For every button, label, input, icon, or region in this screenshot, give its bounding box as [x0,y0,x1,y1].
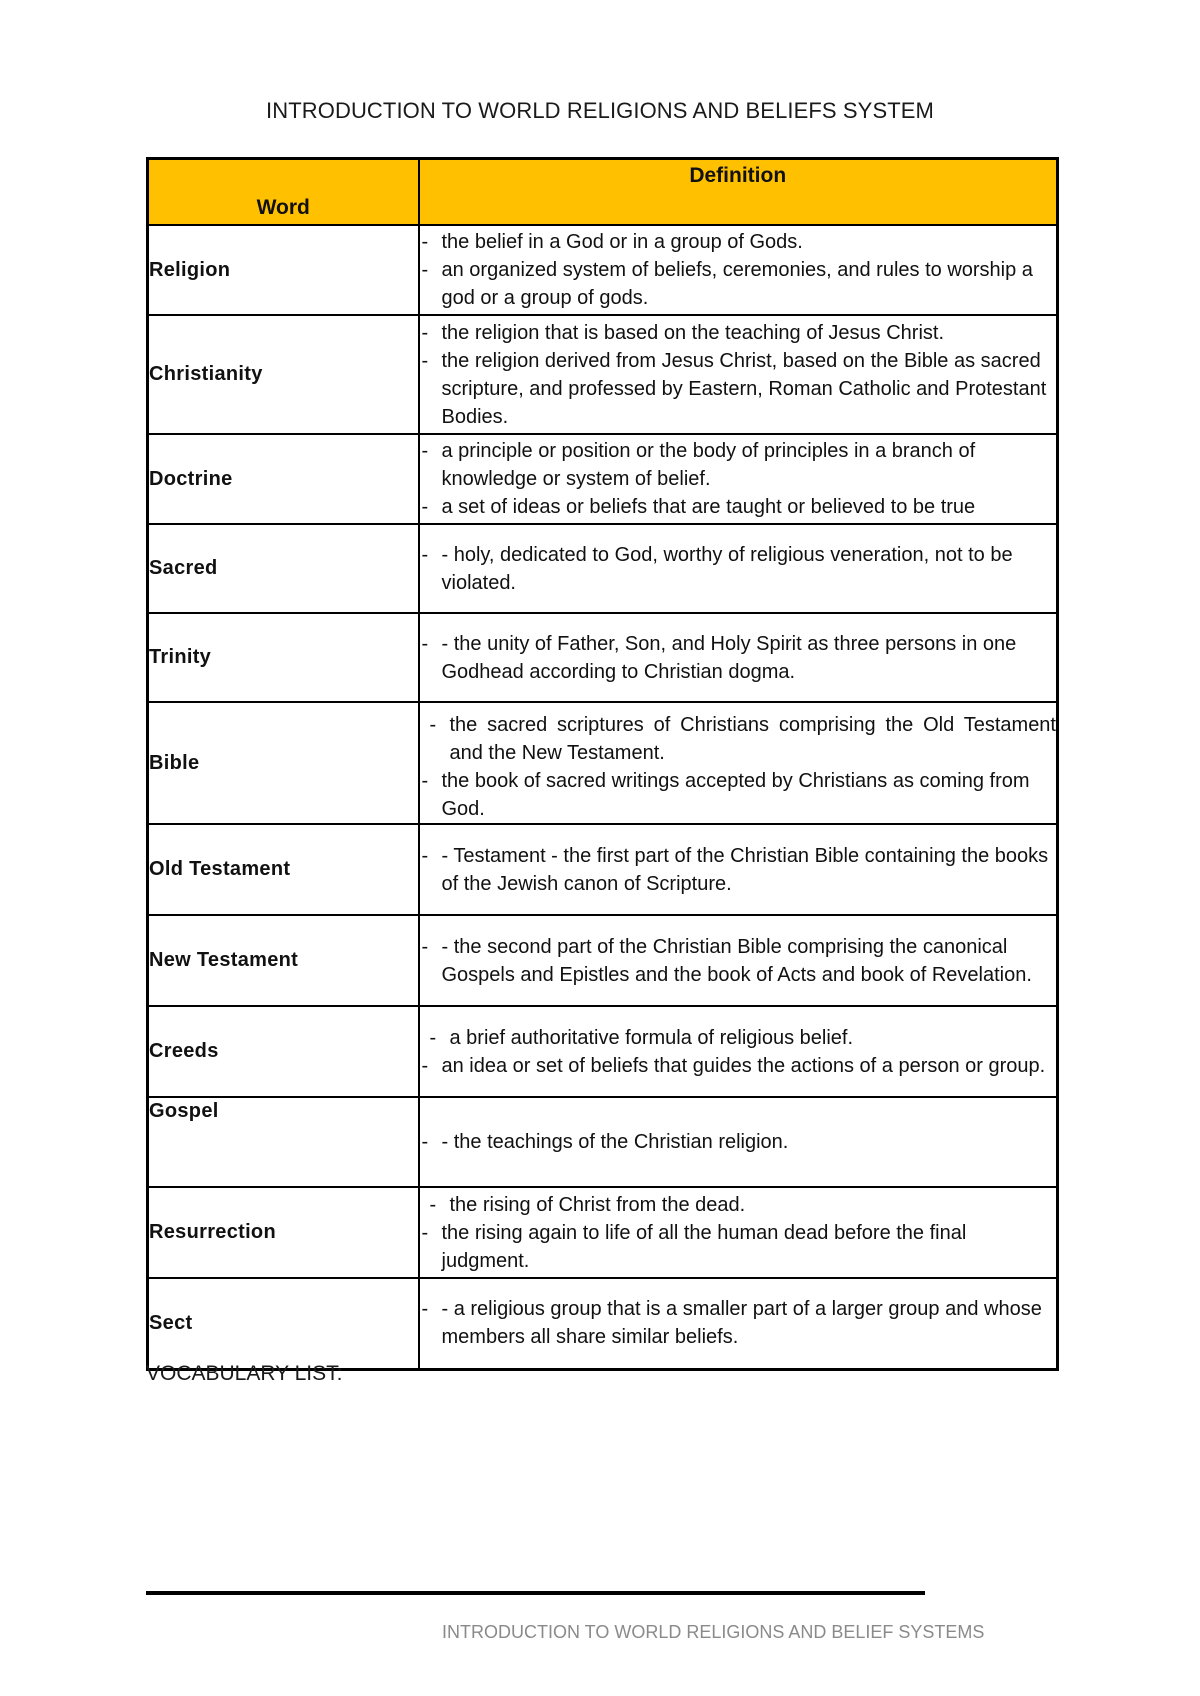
vocabulary-table [146,157,1059,1371]
definition-item: - a principle or position or the body of principles in a branch of knowledge or system of belief. [420,437,1057,493]
definition-item: - the rising again to life of all the human dead before the final judgment. [420,1219,1057,1275]
table-row [148,1187,1058,1278]
definition-item: - the rising of Christ from the dead. [420,1191,1057,1219]
table-row [148,315,1058,434]
table-row [148,613,1058,702]
word-cell: Sacred [148,524,419,613]
definition-item: - - the unity of Father, Son, and Holy Spirit as three persons in one Godhead according to Christian dogma. [420,630,1057,686]
definition-item: - an organized system of beliefs, ceremonies, and rules to worship a god or a group of gods. [420,256,1057,312]
definition-cell [419,613,1058,702]
definition-item: - the belief in a God or in a group of Gods. [420,228,1057,256]
definition-cell [419,1097,1058,1187]
header-word: Word [148,159,419,226]
definition-cell [419,1187,1058,1278]
definition-item: - an idea or set of beliefs that guides the actions of a person or group. [420,1052,1057,1080]
word-cell: Resurrection [148,1187,419,1278]
definition-item: - - the second part of the Christian Bible comprising the canonical Gospels and Epistles and the book of Acts and book of Revelation. [420,933,1057,989]
table-row [148,915,1058,1006]
table-row [148,1006,1058,1097]
definition-cell [419,1006,1058,1097]
word-cell: Christianity [148,315,419,434]
definition-cell [419,434,1058,524]
word-cell: Sect [148,1278,419,1369]
table-row [148,434,1058,524]
table-row [148,824,1058,915]
table-row [148,1097,1058,1187]
definition-cell [419,315,1058,434]
definition-item: - the book of sacred writings accepted by Christians as coming from God. [420,767,1057,823]
definition-item: - - a religious group that is a smaller part of a larger group and whose members all share similar beliefs. [420,1295,1057,1351]
table-row [148,524,1058,613]
header-definition: Definition [419,159,1058,226]
definition-cell [419,524,1058,613]
definition-item: - a brief authoritative formula of religious belief. [420,1024,1057,1052]
definition-item: - - the teachings of the Christian religion. [420,1128,1057,1156]
word-cell: Gospel [148,1097,419,1187]
definition-item: - a set of ideas or beliefs that are taught or believed to be true [420,493,1057,521]
definition-cell [419,824,1058,915]
word-cell: Bible [148,702,419,824]
definition-item: - the sacred scriptures of Christians comprising the Old Testament and the New Testament. [420,711,1057,767]
definition-item: - - holy, dedicated to God, worthy of religious veneration, not to be violated. [420,541,1057,597]
table-row [148,225,1058,315]
footer-divider [146,1591,925,1595]
vocabulary-list-caption: VOCABULARY LIST: [146,1362,343,1385]
definition-item: - the religion that is based on the teaching of Jesus Christ. [420,319,1057,347]
word-cell: New Testament [148,915,419,1006]
definition-cell [419,1278,1058,1369]
word-cell: Old Testament [148,824,419,915]
word-cell: Trinity [148,613,419,702]
definition-cell [419,702,1058,824]
definition-cell [419,915,1058,1006]
definition-cell [419,225,1058,315]
page-footer: INTRODUCTION TO WORLD RELIGIONS AND BELIEF SYSTEMS [442,1622,985,1642]
table-row [148,1278,1058,1369]
definition-item: - - Testament - the first part of the Christian Bible containing the books of the Jewish canon of Scripture. [420,842,1057,898]
table-header-row [148,159,1058,226]
table-row [148,702,1058,824]
page-title: INTRODUCTION TO WORLD RELIGIONS AND BELIEFS SYSTEM [266,98,934,123]
definition-item: - the religion derived from Jesus Christ, based on the Bible as sacred scripture, and professed by Eastern, Roman Catholic and Protestant Bodies. [420,347,1057,431]
word-cell: Doctrine [148,434,419,524]
word-cell: Religion [148,225,419,315]
word-cell: Creeds [148,1006,419,1097]
